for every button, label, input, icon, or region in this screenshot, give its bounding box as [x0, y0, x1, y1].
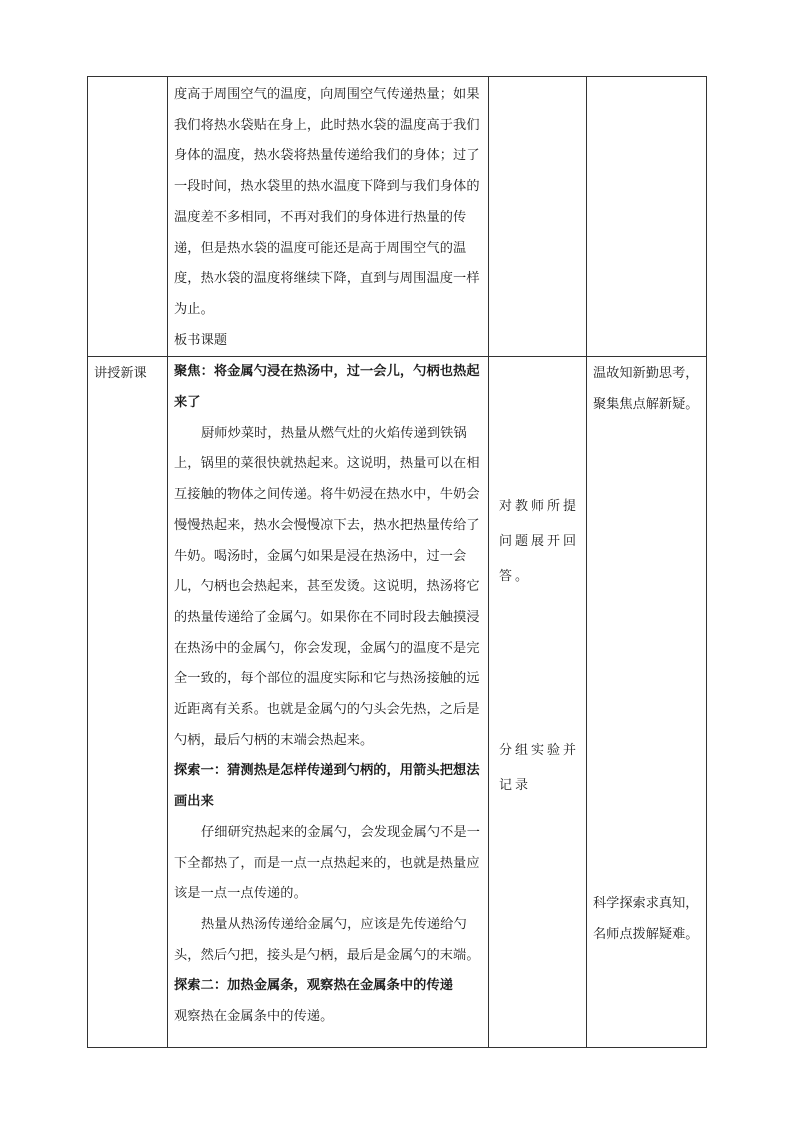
focus-paragraph: 厨师炒菜时，热量从燃气灶的火焰传递到铁锅上，锅里的菜很快就热起来。这说明，热量可以在相互接触的物体之间传递。将牛奶浸在热水中，牛奶会慢慢热起来，热水会慢慢凉下去，热水把热量传给了牛奶。喝汤时，金属勺如果是浸在热汤中，过一会儿，勺柄也会热起来，甚至发烫。这说明，热汤将它的热量传递给了金属勺。如果你在不同时段去触摸浸在热汤中的金属勺，你会发现，金属勺的温度不是完全一致的，每个部位的温度实际和它与热汤接触的远近距离有关系。也就是金属勺的勺头会先热，之后是勺柄，最后勺柄的末端会热起来。	[174, 425, 480, 748]
stage-cell	[88, 77, 168, 357]
table-row	[88, 357, 707, 1048]
focus-heading: 聚焦：将金属勺浸在热汤中，过一会儿，勺柄也热起来了	[174, 364, 480, 411]
board-title-note: 板书课题	[174, 332, 228, 348]
design-intent-text: 科学探索求真知，名师点拨解疑难。	[593, 896, 699, 942]
content-paragraph: 度高于周围空气的温度，向周围空气传递热量；如果我们将热水袋贴在身上，此时热水袋的温度高于我们身体的温度，热水袋将热量传递给我们的身体；过了一段时间，热水袋里的热水温度下降到与我们身体的温度差不多相同，不再对我们的身体进行热量的传递，但是热水袋的温度可能还是高于周围空气的温度，热水袋的温度将继续下降，直到与周围温度一样为止。	[174, 87, 480, 317]
design-intent-text: 温故知新勤思考，聚集焦点解新疑。	[593, 366, 699, 412]
explore1-heading: 探索一：猜测热是怎样传递到勺柄的，用箭头把想法画出来	[174, 763, 480, 810]
student-activity-text	[489, 77, 586, 79]
design-intent-text	[587, 77, 706, 79]
student-activity-cell	[489, 357, 587, 1048]
stage-cell	[88, 357, 168, 1048]
lesson-plan-table	[87, 76, 707, 1048]
student-activity-text: 分组实验并记录	[499, 743, 580, 794]
explore2-heading: 探索二：加热金属条，观察热在金属条中的传递	[174, 978, 454, 994]
stage-label	[88, 77, 167, 79]
table-row	[88, 77, 707, 357]
content-cell	[168, 77, 489, 357]
explore1-paragraph: 仔细研究热起来的金属勺，会发现金属勺不是一下全都热了，而是一点一点热起来的，也就是热量应该是一点一点传递的。	[174, 824, 481, 902]
student-activity-text: 对教师所提问题展开回答。	[499, 499, 580, 585]
stage-label: 讲授新课	[94, 366, 147, 382]
content-cell	[168, 357, 489, 1048]
design-intent-cell	[587, 357, 707, 1048]
student-activity-cell	[489, 77, 587, 357]
design-intent-cell	[587, 77, 707, 357]
explore1-paragraph: 热量从热汤传递给金属勺，应该是先传递给勺头，然后勺把，接头是勺柄，最后是金属勺的末端。	[174, 916, 480, 963]
explore2-paragraph: 观察热在金属条中的传递。	[174, 1009, 334, 1025]
